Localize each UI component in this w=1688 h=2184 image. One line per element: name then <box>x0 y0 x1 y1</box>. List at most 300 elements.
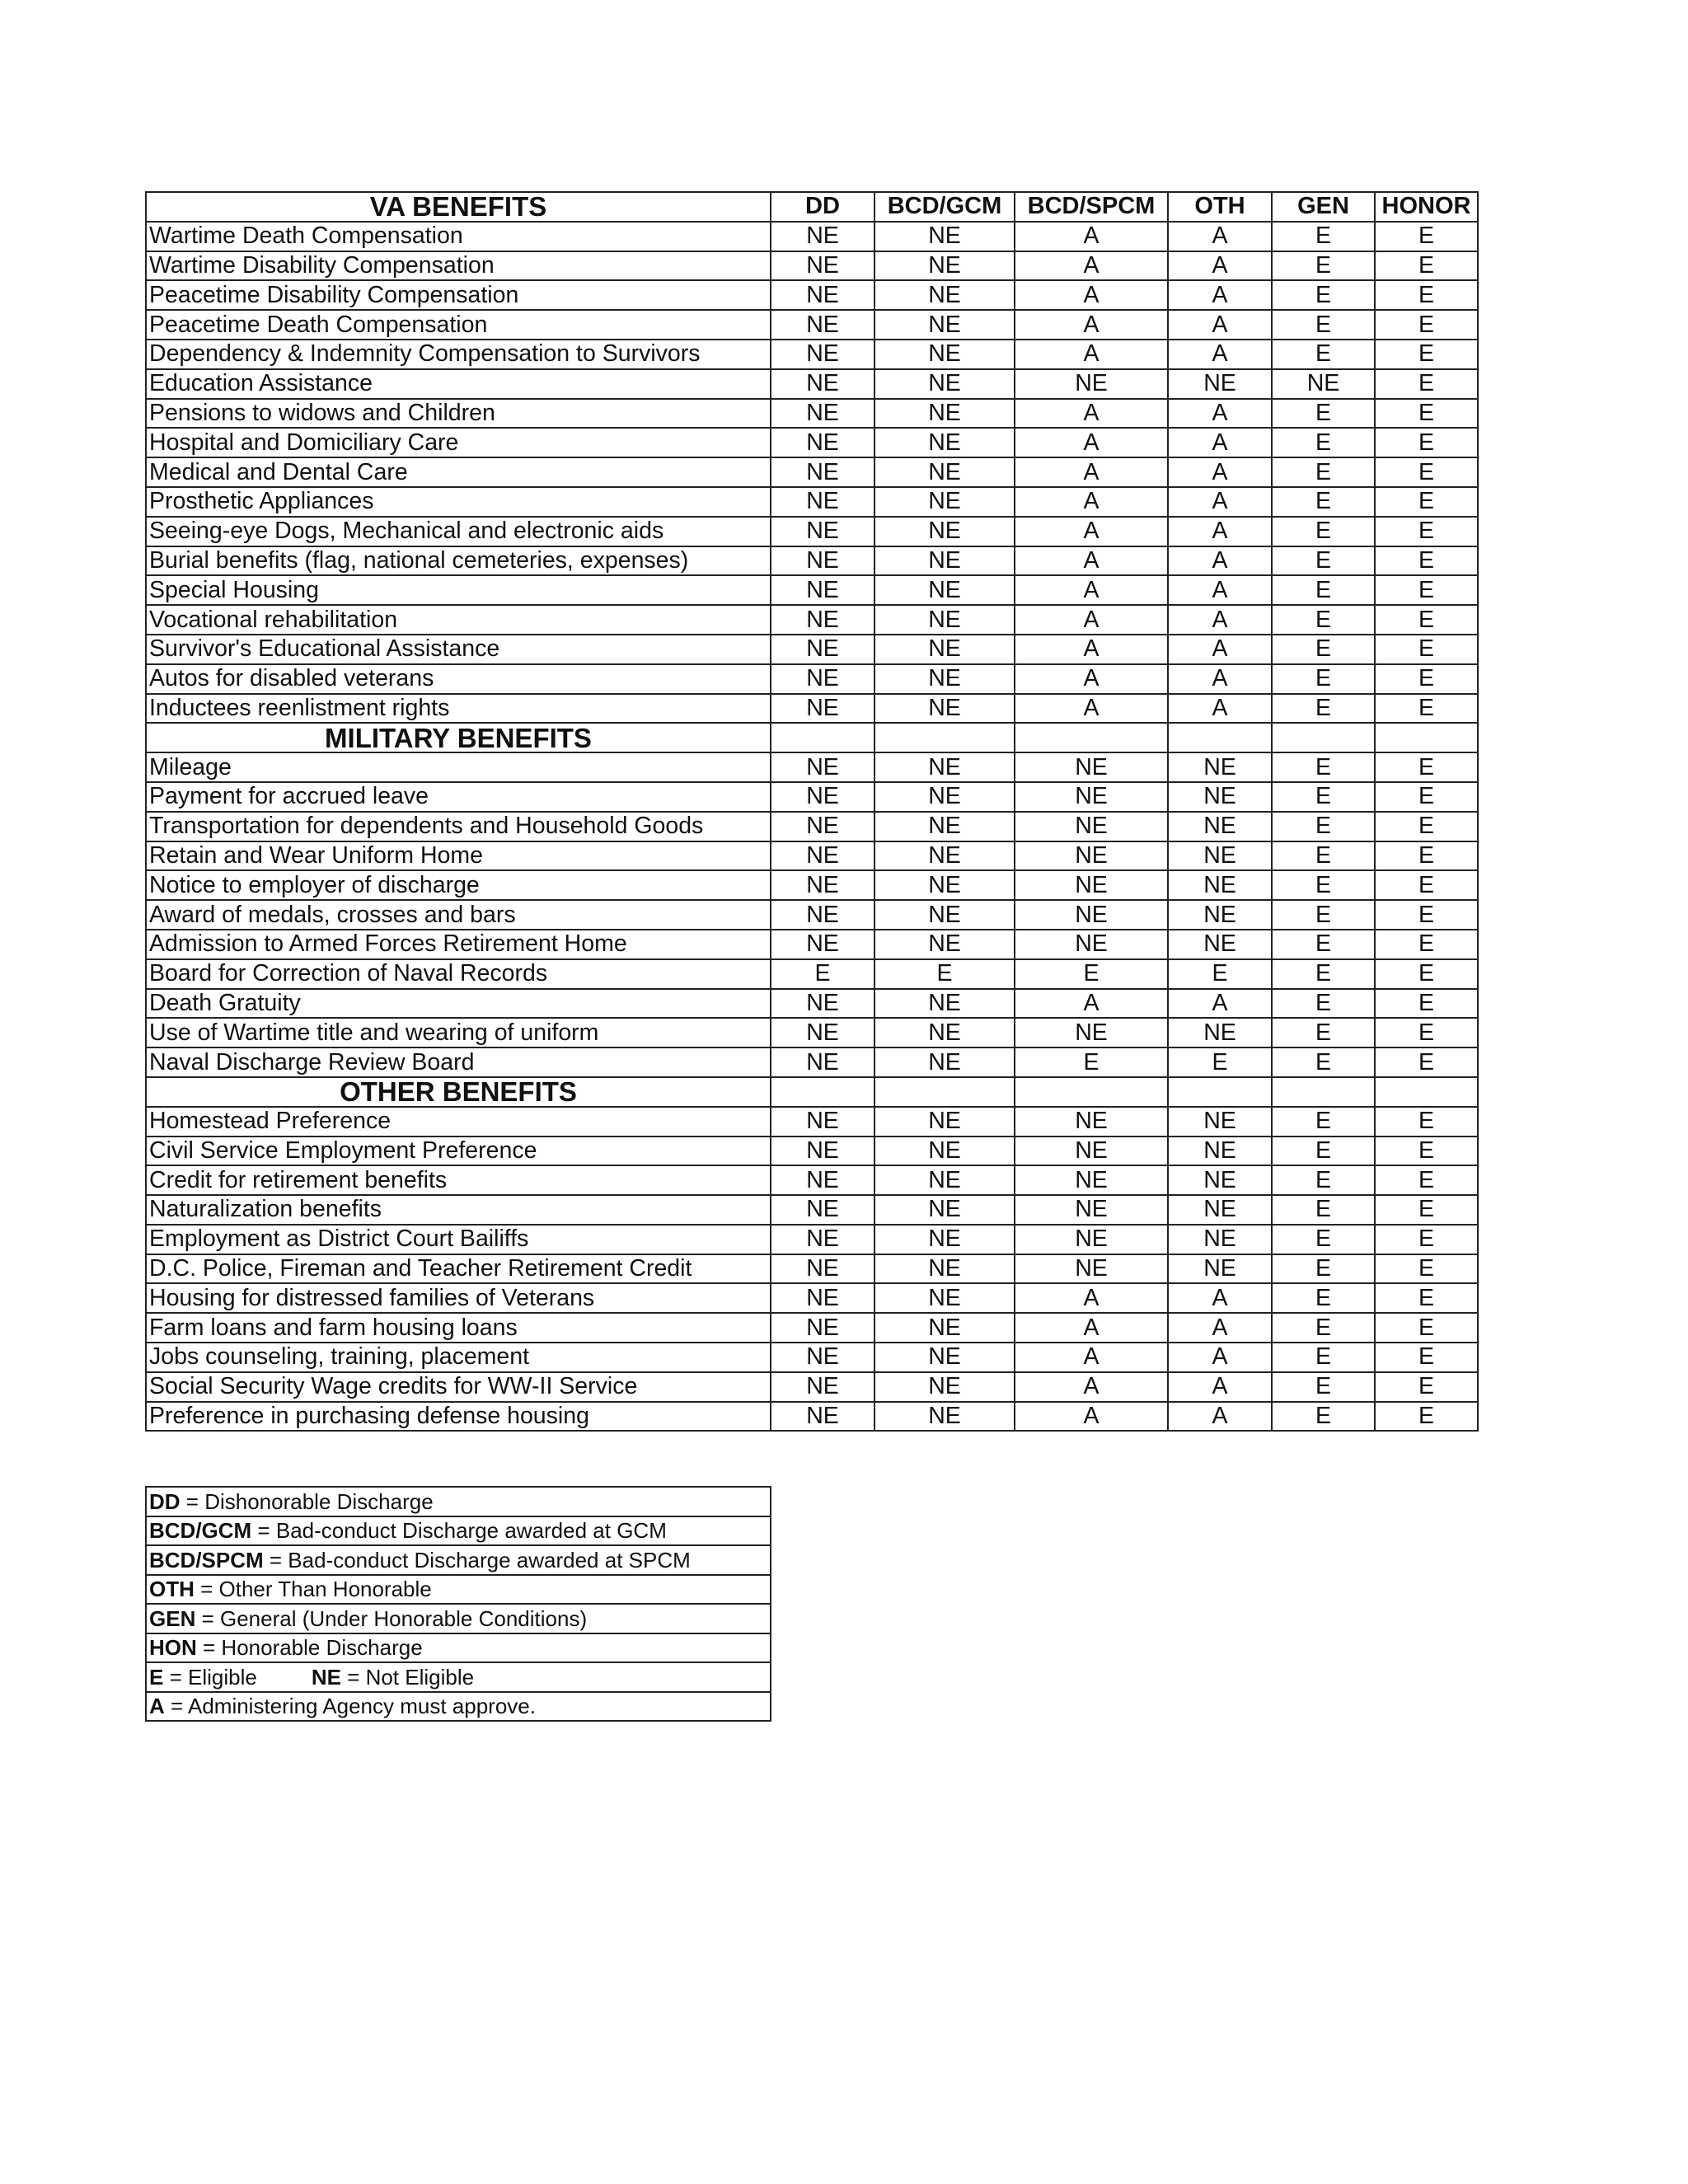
column-header: HONOR <box>1375 192 1478 222</box>
eligibility-cell: A <box>1168 1343 1272 1372</box>
eligibility-cell: NE <box>874 310 1015 340</box>
eligibility-cell: NE <box>874 1313 1015 1343</box>
eligibility-cell: A <box>1168 1372 1272 1402</box>
eligibility-cell: NE <box>874 1225 1015 1254</box>
section-title: MILITARY BENEFITS <box>146 723 771 752</box>
eligibility-cell: E <box>1272 1313 1375 1343</box>
eligibility-cell: E <box>1375 782 1478 812</box>
eligibility-cell: NE <box>874 752 1015 782</box>
eligibility-cell: NE <box>874 664 1015 694</box>
eligibility-cell: NE <box>874 989 1015 1019</box>
benefit-label: Homestead Preference <box>146 1107 771 1137</box>
benefit-label: Pensions to widows and Children <box>146 399 771 429</box>
legend-row <box>146 1604 771 1633</box>
eligibility-cell: NE <box>771 1283 874 1313</box>
eligibility-cell: NE <box>1015 1137 1168 1166</box>
column-header: DD <box>771 192 874 222</box>
benefit-label: Farm loans and farm housing loans <box>146 1313 771 1343</box>
eligibility-cell: A <box>1015 575 1168 605</box>
benefit-label: Dependency & Indemnity Compensation to Survivors <box>146 340 771 369</box>
eligibility-cell: E <box>1272 870 1375 900</box>
eligibility-cell: NE <box>1168 1195 1272 1225</box>
eligibility-cell: NE <box>771 399 874 429</box>
eligibility-cell: E <box>1272 340 1375 369</box>
eligibility-cell: NE <box>874 222 1015 251</box>
eligibility-cell: E <box>1375 664 1478 694</box>
eligibility-cell: NE <box>1168 841 1272 871</box>
eligibility-cell: E <box>1375 428 1478 457</box>
eligibility-cell: A <box>1015 635 1168 664</box>
eligibility-cell: NE <box>1015 1107 1168 1137</box>
legend-abbreviation: HON <box>149 1635 197 1661</box>
eligibility-cell: E <box>1272 517 1375 546</box>
eligibility-cell: A <box>1015 605 1168 635</box>
empty-cell <box>1272 1077 1375 1107</box>
eligibility-cell: E <box>1375 635 1478 664</box>
eligibility-cell: NE <box>771 1402 874 1432</box>
benefit-label: Preference in purchasing defense housing <box>146 1402 771 1432</box>
table-row <box>146 930 1478 959</box>
eligibility-cell: NE <box>1168 1018 1272 1047</box>
eligibility-cell: NE <box>771 1165 874 1195</box>
eligibility-cell: E <box>1375 1402 1478 1432</box>
table-row <box>146 546 1478 576</box>
eligibility-cell: NE <box>874 870 1015 900</box>
table-row <box>146 900 1478 930</box>
eligibility-cell: E <box>1375 605 1478 635</box>
table-row <box>146 752 1478 782</box>
eligibility-cell: E <box>1375 1195 1478 1225</box>
eligibility-cell: E <box>1375 1225 1478 1254</box>
eligibility-cell: A <box>1168 310 1272 340</box>
legend-row <box>146 1633 771 1663</box>
eligibility-cell: E <box>1272 664 1375 694</box>
eligibility-cell: E <box>1375 1372 1478 1402</box>
column-header: BCD/GCM <box>874 192 1015 222</box>
eligibility-cell: E <box>1272 1254 1375 1284</box>
eligibility-cell: E <box>1375 517 1478 546</box>
legend-abbreviation: BCD/GCM <box>149 1518 252 1544</box>
eligibility-cell: A <box>1015 428 1168 457</box>
eligibility-cell: E <box>1375 841 1478 871</box>
legend-cell <box>146 1575 771 1605</box>
benefit-label: Prosthetic Appliances <box>146 487 771 517</box>
benefit-label: Burial benefits (flag, national cemeteries, expenses) <box>146 546 771 576</box>
eligibility-cell: NE <box>771 251 874 281</box>
eligibility-cell: NE <box>874 428 1015 457</box>
eligibility-cell: E <box>1272 399 1375 429</box>
eligibility-cell: E <box>1375 694 1478 724</box>
eligibility-cell: E <box>1375 546 1478 576</box>
table-row <box>146 1254 1478 1284</box>
eligibility-cell: NE <box>874 1343 1015 1372</box>
eligibility-cell: A <box>1168 487 1272 517</box>
eligibility-cell: E <box>1272 752 1375 782</box>
eligibility-cell: E <box>1272 1195 1375 1225</box>
eligibility-cell: NE <box>1168 369 1272 399</box>
table-row <box>146 1402 1478 1432</box>
eligibility-cell: NE <box>771 664 874 694</box>
eligibility-cell: E <box>874 959 1015 989</box>
table-row <box>146 989 1478 1019</box>
eligibility-cell: E <box>1375 1107 1478 1137</box>
eligibility-cell: NE <box>874 694 1015 724</box>
eligibility-cell: A <box>1015 664 1168 694</box>
eligibility-cell: NE <box>874 635 1015 664</box>
legend-definition: = General (Under Honorable Conditions) <box>195 1605 588 1631</box>
legend-abbreviation: E <box>149 1664 164 1690</box>
benefit-label: D.C. Police, Fireman and Teacher Retirement Credit <box>146 1254 771 1284</box>
eligibility-cell: NE <box>1168 870 1272 900</box>
eligibility-cell: E <box>1272 428 1375 457</box>
benefit-label: Credit for retirement benefits <box>146 1165 771 1195</box>
eligibility-cell: A <box>1168 546 1272 576</box>
eligibility-cell: E <box>1375 251 1478 281</box>
eligibility-cell: A <box>1015 251 1168 281</box>
legend-abbreviation: NE <box>311 1664 341 1690</box>
legend-row <box>146 1487 771 1516</box>
eligibility-cell: NE <box>771 1137 874 1166</box>
eligibility-cell: NE <box>771 1372 874 1402</box>
benefit-label: Civil Service Employment Preference <box>146 1137 771 1166</box>
eligibility-cell: NE <box>1015 1165 1168 1195</box>
eligibility-cell: E <box>1375 812 1478 841</box>
eligibility-cell: E <box>1272 1107 1375 1137</box>
benefit-label: Death Gratuity <box>146 989 771 1019</box>
eligibility-cell: E <box>1375 399 1478 429</box>
eligibility-cell: A <box>1168 340 1272 369</box>
column-header: BCD/SPCM <box>1015 192 1168 222</box>
column-header: OTH <box>1168 192 1272 222</box>
eligibility-cell: E <box>1272 959 1375 989</box>
eligibility-cell: A <box>1168 635 1272 664</box>
table-row <box>146 605 1478 635</box>
eligibility-cell: NE <box>771 900 874 930</box>
eligibility-cell: NE <box>874 546 1015 576</box>
eligibility-cell: A <box>1168 280 1272 310</box>
benefit-label: Survivor's Educational Assistance <box>146 635 771 664</box>
eligibility-cell: NE <box>874 399 1015 429</box>
eligibility-cell: E <box>1375 457 1478 487</box>
eligibility-cell: E <box>1375 310 1478 340</box>
eligibility-cell: NE <box>771 280 874 310</box>
eligibility-cell: NE <box>874 841 1015 871</box>
eligibility-cell: E <box>1272 1283 1375 1313</box>
eligibility-cell: NE <box>874 812 1015 841</box>
eligibility-cell: NE <box>771 546 874 576</box>
benefits-table-body <box>146 192 1478 1431</box>
table-row <box>146 310 1478 340</box>
eligibility-cell: A <box>1015 1313 1168 1343</box>
eligibility-cell: NE <box>771 1313 874 1343</box>
legend-cell <box>146 1545 771 1575</box>
legend-cell <box>146 1604 771 1633</box>
eligibility-cell: E <box>1168 959 1272 989</box>
legend-row <box>146 1575 771 1605</box>
table-row <box>146 1195 1478 1225</box>
eligibility-cell: A <box>1168 1283 1272 1313</box>
eligibility-cell: E <box>771 959 874 989</box>
eligibility-cell: NE <box>771 782 874 812</box>
eligibility-cell: NE <box>874 1372 1015 1402</box>
eligibility-cell: NE <box>771 1018 874 1047</box>
legend-row <box>146 1545 771 1575</box>
eligibility-cell: NE <box>874 1165 1015 1195</box>
eligibility-cell: NE <box>771 222 874 251</box>
empty-cell <box>1168 1077 1272 1107</box>
eligibility-cell: NE <box>874 605 1015 635</box>
table-row <box>146 280 1478 310</box>
eligibility-cell: NE <box>874 782 1015 812</box>
eligibility-cell: NE <box>874 1402 1015 1432</box>
eligibility-cell: NE <box>771 1107 874 1137</box>
eligibility-cell: NE <box>1015 1195 1168 1225</box>
eligibility-cell: A <box>1168 694 1272 724</box>
legend-cell <box>146 1633 771 1663</box>
eligibility-cell: NE <box>874 900 1015 930</box>
table-row <box>146 1372 1478 1402</box>
empty-cell <box>1015 723 1168 752</box>
eligibility-cell: NE <box>771 1225 874 1254</box>
eligibility-cell: A <box>1168 251 1272 281</box>
eligibility-cell: E <box>1272 605 1375 635</box>
benefit-label: Seeing-eye Dogs, Mechanical and electronic aids <box>146 517 771 546</box>
empty-cell <box>771 1077 874 1107</box>
eligibility-cell: A <box>1015 340 1168 369</box>
table-row <box>146 1283 1478 1313</box>
section-header-row <box>146 1077 1478 1107</box>
eligibility-cell: E <box>1375 752 1478 782</box>
benefit-label: Naval Discharge Review Board <box>146 1047 771 1077</box>
eligibility-cell: NE <box>1168 900 1272 930</box>
legend-definition: = Eligible <box>163 1664 257 1690</box>
eligibility-cell: NE <box>1168 930 1272 959</box>
column-header: GEN <box>1272 192 1375 222</box>
benefit-label: Jobs counseling, training, placement <box>146 1343 771 1372</box>
eligibility-cell: E <box>1272 841 1375 871</box>
eligibility-cell: E <box>1272 1225 1375 1254</box>
eligibility-cell: A <box>1015 1343 1168 1372</box>
table-row <box>146 1225 1478 1254</box>
empty-cell <box>1375 723 1478 752</box>
section-header-row <box>146 192 1478 222</box>
eligibility-cell: E <box>1375 989 1478 1019</box>
empty-cell <box>1168 723 1272 752</box>
eligibility-cell: NE <box>1015 782 1168 812</box>
eligibility-cell: NE <box>1015 870 1168 900</box>
benefit-label: Payment for accrued leave <box>146 782 771 812</box>
legend-definition: = Not Eligible <box>340 1664 475 1690</box>
table-row <box>146 1047 1478 1077</box>
eligibility-cell: NE <box>771 310 874 340</box>
legend-row <box>146 1692 771 1722</box>
eligibility-cell: E <box>1375 1254 1478 1284</box>
table-row <box>146 841 1478 871</box>
eligibility-cell: NE <box>1168 782 1272 812</box>
eligibility-cell: E <box>1375 1283 1478 1313</box>
eligibility-cell: E <box>1272 989 1375 1019</box>
eligibility-cell: NE <box>874 517 1015 546</box>
eligibility-cell: E <box>1375 1137 1478 1166</box>
benefit-label: Award of medals, crosses and bars <box>146 900 771 930</box>
eligibility-cell: NE <box>771 1047 874 1077</box>
eligibility-cell: A <box>1168 575 1272 605</box>
eligibility-cell: NE <box>771 812 874 841</box>
eligibility-cell: NE <box>1015 369 1168 399</box>
eligibility-cell: A <box>1015 694 1168 724</box>
eligibility-cell: E <box>1272 812 1375 841</box>
eligibility-cell: E <box>1272 222 1375 251</box>
eligibility-cell: NE <box>771 1343 874 1372</box>
eligibility-cell: E <box>1272 1372 1375 1402</box>
benefit-label: Naturalization benefits <box>146 1195 771 1225</box>
benefit-label: Use of Wartime title and wearing of uniform <box>146 1018 771 1047</box>
eligibility-cell: NE <box>771 635 874 664</box>
eligibility-cell: NE <box>771 841 874 871</box>
eligibility-cell: E <box>1168 1047 1272 1077</box>
legend-abbreviation: GEN <box>149 1605 196 1631</box>
eligibility-cell: E <box>1375 930 1478 959</box>
eligibility-cell: E <box>1272 1047 1375 1077</box>
eligibility-cell: E <box>1015 959 1168 989</box>
eligibility-cell: NE <box>1015 752 1168 782</box>
eligibility-cell: NE <box>1015 900 1168 930</box>
table-row <box>146 870 1478 900</box>
eligibility-cell: E <box>1375 1313 1478 1343</box>
eligibility-cell: E <box>1375 1047 1478 1077</box>
eligibility-cell: E <box>1272 457 1375 487</box>
eligibility-cell: A <box>1015 546 1168 576</box>
benefits-eligibility-table <box>145 191 1479 1432</box>
eligibility-cell: NE <box>771 428 874 457</box>
eligibility-cell: NE <box>874 1254 1015 1284</box>
table-row <box>146 959 1478 989</box>
section-title: OTHER BENEFITS <box>146 1077 771 1107</box>
table-row <box>146 428 1478 457</box>
table-row <box>146 1165 1478 1195</box>
benefit-label: Peacetime Death Compensation <box>146 310 771 340</box>
eligibility-cell: E <box>1272 1402 1375 1432</box>
table-row <box>146 1018 1478 1047</box>
eligibility-cell: NE <box>874 930 1015 959</box>
benefit-label: Board for Correction of Naval Records <box>146 959 771 989</box>
eligibility-cell: E <box>1272 1165 1375 1195</box>
table-row <box>146 664 1478 694</box>
eligibility-cell: A <box>1168 457 1272 487</box>
eligibility-cell: NE <box>874 340 1015 369</box>
abbreviation-legend <box>145 1486 771 1722</box>
legend-definition: = Administering Agency must approve. <box>164 1694 536 1719</box>
table-row <box>146 1343 1478 1372</box>
eligibility-cell: NE <box>771 340 874 369</box>
eligibility-cell: NE <box>1015 1225 1168 1254</box>
eligibility-cell: NE <box>771 605 874 635</box>
eligibility-cell: NE <box>874 1195 1015 1225</box>
eligibility-cell: NE <box>771 1195 874 1225</box>
eligibility-cell: E <box>1375 1165 1478 1195</box>
benefit-label: Education Assistance <box>146 369 771 399</box>
benefit-label: Wartime Death Compensation <box>146 222 771 251</box>
eligibility-cell: NE <box>874 487 1015 517</box>
eligibility-cell: NE <box>874 1107 1015 1137</box>
benefit-label: Employment as District Court Bailiffs <box>146 1225 771 1254</box>
benefit-label: Notice to employer of discharge <box>146 870 771 900</box>
eligibility-cell: NE <box>874 1047 1015 1077</box>
eligibility-cell: E <box>1272 782 1375 812</box>
legend-abbreviation: A <box>149 1694 165 1719</box>
eligibility-cell: A <box>1168 1313 1272 1343</box>
eligibility-cell: NE <box>1168 1107 1272 1137</box>
eligibility-cell: A <box>1168 989 1272 1019</box>
table-row <box>146 635 1478 664</box>
table-row <box>146 222 1478 251</box>
legend-row <box>146 1516 771 1546</box>
empty-cell <box>874 1077 1015 1107</box>
eligibility-cell: A <box>1015 457 1168 487</box>
eligibility-cell: NE <box>874 369 1015 399</box>
eligibility-cell: NE <box>1015 930 1168 959</box>
table-row <box>146 369 1478 399</box>
legend-cell <box>146 1662 771 1692</box>
empty-cell <box>1272 723 1375 752</box>
eligibility-cell: E <box>1272 1343 1375 1372</box>
eligibility-cell: NE <box>771 694 874 724</box>
eligibility-cell: NE <box>1168 1165 1272 1195</box>
legend-definition: = Honorable Discharge <box>196 1635 423 1661</box>
section-title: VA BENEFITS <box>146 192 771 222</box>
eligibility-cell: NE <box>771 369 874 399</box>
benefit-label: Admission to Armed Forces Retirement Home <box>146 930 771 959</box>
legend-abbreviation: BCD/SPCM <box>149 1547 264 1572</box>
eligibility-cell: A <box>1015 280 1168 310</box>
eligibility-cell: NE <box>874 1137 1015 1166</box>
eligibility-cell: E <box>1375 222 1478 251</box>
benefit-label: Peacetime Disability Compensation <box>146 280 771 310</box>
empty-cell <box>874 723 1015 752</box>
eligibility-cell: E <box>1272 575 1375 605</box>
eligibility-cell: NE <box>771 575 874 605</box>
table-row <box>146 340 1478 369</box>
legend-definition: = Bad-conduct Discharge awarded at SPCM <box>263 1547 691 1572</box>
table-row <box>146 1313 1478 1343</box>
eligibility-cell: NE <box>1015 841 1168 871</box>
eligibility-cell: E <box>1272 1137 1375 1166</box>
eligibility-cell: E <box>1272 310 1375 340</box>
legend-cell <box>146 1692 771 1722</box>
eligibility-cell: A <box>1168 664 1272 694</box>
eligibility-cell: NE <box>771 870 874 900</box>
legend-cell <box>146 1516 771 1546</box>
eligibility-cell: NE <box>771 1254 874 1284</box>
benefit-label: Social Security Wage credits for WW-II Service <box>146 1372 771 1402</box>
table-row <box>146 487 1478 517</box>
empty-cell <box>1375 1077 1478 1107</box>
eligibility-cell: A <box>1015 1283 1168 1313</box>
benefit-label: Medical and Dental Care <box>146 457 771 487</box>
eligibility-cell: NE <box>1168 1225 1272 1254</box>
eligibility-cell: E <box>1375 900 1478 930</box>
legend-abbreviation: OTH <box>149 1577 195 1602</box>
benefit-label: Retain and Wear Uniform Home <box>146 841 771 871</box>
eligibility-cell: E <box>1375 870 1478 900</box>
eligibility-cell: E <box>1375 487 1478 517</box>
benefit-label: Hospital and Domiciliary Care <box>146 428 771 457</box>
legend-cell <box>146 1487 771 1516</box>
benefit-label: Mileage <box>146 752 771 782</box>
eligibility-cell: NE <box>874 280 1015 310</box>
eligibility-cell: NE <box>1015 812 1168 841</box>
benefit-label: Vocational rehabilitation <box>146 605 771 635</box>
